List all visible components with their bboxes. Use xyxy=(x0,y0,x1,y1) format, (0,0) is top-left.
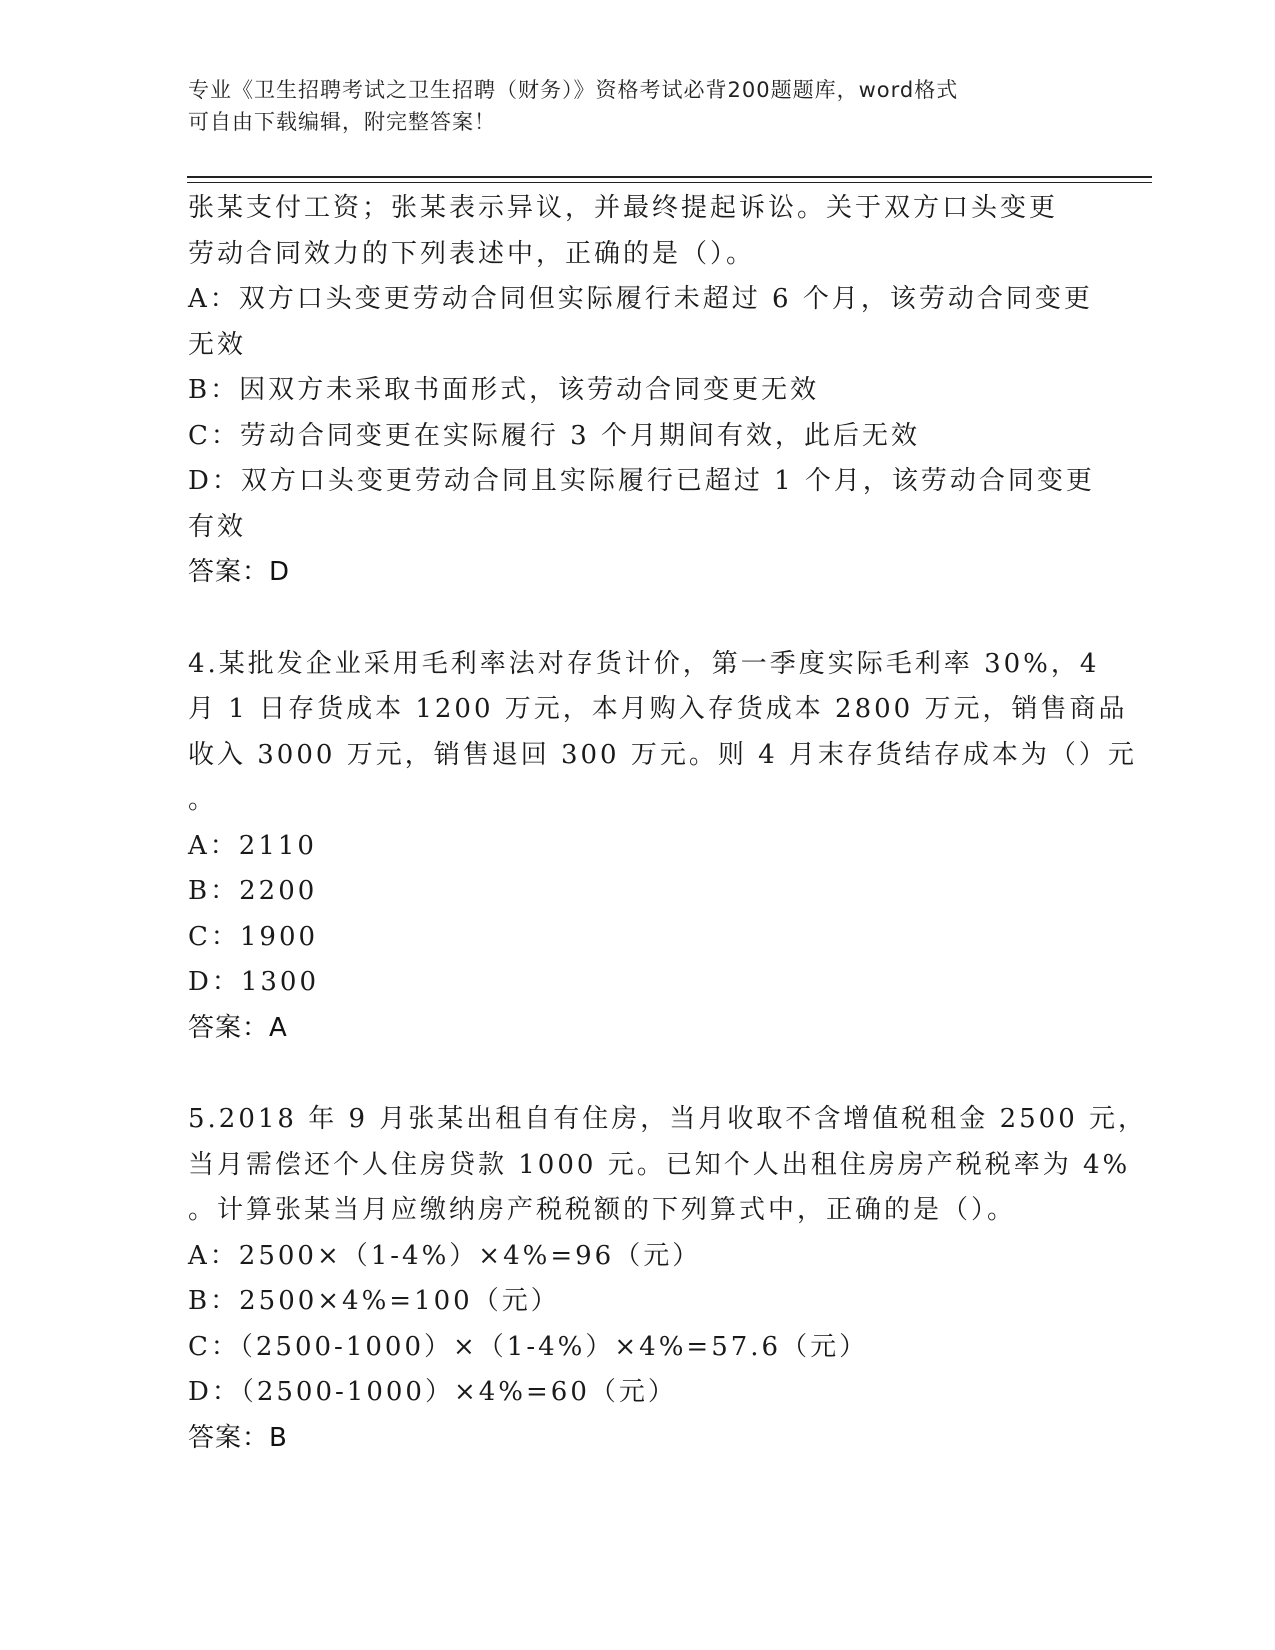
question-stem-line: 4.某批发企业采用毛利率法对存货计价，第一季度实际毛利率 30%，4 xyxy=(188,648,1100,679)
question-stem-line: 。 xyxy=(188,785,218,815)
answer-label: 答案：D xyxy=(188,557,291,587)
answer-label: 答案：B xyxy=(188,1422,288,1453)
question-stem-line: 。计算张某当月应缴纳房产税税额的下列算式中，正确的是（）。 xyxy=(188,1195,1017,1225)
question-stem-line: 劳动合同效力的下列表述中，正确的是（）。 xyxy=(188,238,756,269)
spacer xyxy=(188,1051,1088,1097)
option-a: A：2110 xyxy=(188,830,317,861)
question-stem-line: 当月需偿还个人住房贷款 1000 元。已知个人出租住房房产税税率为 4% xyxy=(188,1149,1131,1180)
option-a: A：2500×（1-4%）×4%=96（元） xyxy=(188,1240,702,1271)
option-b: B：2500×4%=100（元） xyxy=(188,1286,560,1316)
header-line-1: 专业《卫生招聘考试之卫生招聘（财务）》资格考试必背200题题库，word格式 xyxy=(188,78,959,102)
question-stem-line: 张某支付工资；张某表示异议，并最终提起诉讼。关于双方口头变更 xyxy=(188,193,1059,223)
option-d: D：1300 xyxy=(188,967,320,997)
document-header xyxy=(188,74,1068,138)
option-b: B：因双方未采取书面形式，该劳动合同变更无效 xyxy=(188,375,820,405)
question-3 xyxy=(188,186,1095,596)
option-c: C：劳动合同变更在实际履行 3 个月期间有效，此后无效 xyxy=(188,420,920,451)
header-divider-thin xyxy=(187,182,1152,183)
question-stem-line: 收入 3000 万元，销售退回 300 万元。则 4 月末存货结存成本为（）元 xyxy=(188,739,1137,770)
option-d-continued: 有效 xyxy=(188,511,247,542)
option-a-continued: 无效 xyxy=(188,329,247,360)
option-c: C：（2500-1000）×（1-4%）×4%=57.6（元） xyxy=(188,1331,869,1362)
question-4 xyxy=(188,642,1137,1052)
question-stem-line: 5.2018 年 9 月张某出租自有住房，当月收取不含增值税租金 2500 元， xyxy=(188,1104,1148,1134)
spacer xyxy=(188,596,1088,642)
option-c: C：1900 xyxy=(188,921,319,952)
document-body xyxy=(188,186,1148,1461)
option-d: D：双方口头变更劳动合同且实际履行已超过 1 个月，该劳动合同变更 xyxy=(188,466,1095,496)
option-b: B：2200 xyxy=(188,876,318,906)
header-divider-thick xyxy=(187,176,1152,178)
question-stem-line: 月 1 日存货成本 1200 万元，本月购入存货成本 2800 万元，销售商品 xyxy=(188,694,1128,724)
option-d: D：（2500-1000）×4%=60（元） xyxy=(188,1377,677,1407)
question-5 xyxy=(188,1097,1148,1461)
option-a: A：双方口头变更劳动合同但实际履行未超过 6 个月，该劳动合同变更 xyxy=(188,284,1093,314)
header-line-2: 可自由下载编辑，附完整答案！ xyxy=(188,110,496,134)
answer-label: 答案：A xyxy=(188,1012,288,1043)
